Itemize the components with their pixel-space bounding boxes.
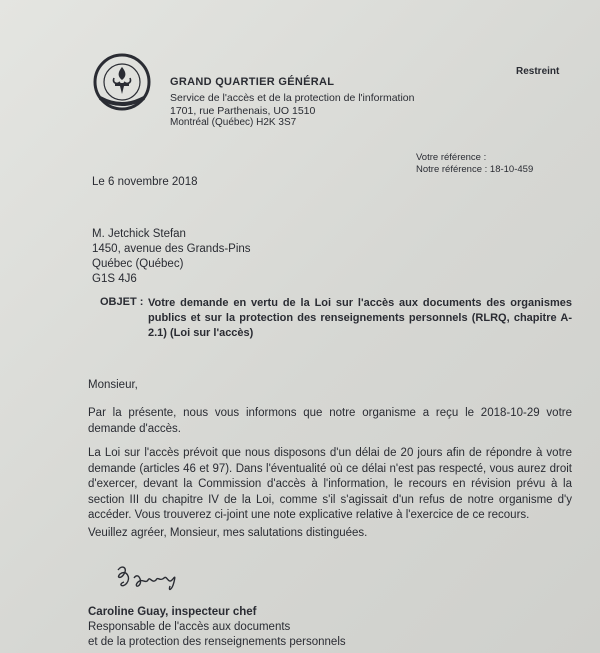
signer-role-line-2: et de la protection des renseignements personnels bbox=[88, 636, 346, 648]
org-city: Montréal (Québec) H2K 3S7 bbox=[170, 117, 297, 128]
body-paragraph-2: La Loi sur l'accès prévoit que nous disposons d'un délai de 20 jours afin de répondre à votre demande (articles 46 et 97). Dans l'éventualité où ce délai n'est pas respecté, vous aurez droit d'exercer, devant la Commission d'accès à l'information, le recours en révision prévu à la section III du chapitre IV de la Loi, comme s'il s'agissait d'un refus de notre organisme d'y accéder. Vous trouverez ci-joint une note explicative relative à l'exercice de ce recours. bbox=[88, 447, 572, 521]
handwritten-signature bbox=[112, 560, 192, 594]
our-reference: Notre référence : 18-10-459 bbox=[416, 164, 534, 175]
recipient-street: 1450, avenue des Grands-Pins bbox=[92, 243, 251, 255]
salutation: Monsieur, bbox=[88, 379, 138, 391]
signer-name: Caroline Guay, inspecteur chef bbox=[88, 606, 257, 618]
service-name: Service de l'accès et de la protection de l'information bbox=[170, 92, 415, 104]
recipient-postal: G1S 4J6 bbox=[92, 273, 137, 285]
letter-date: Le 6 novembre 2018 bbox=[92, 176, 198, 188]
subject-label: OBJET : bbox=[100, 296, 144, 308]
your-reference: Votre référence : bbox=[416, 152, 487, 163]
subject-text: Votre demande en vertu de la Loi sur l'accès aux documents des organismes publics et sur la protection des renseignements personnels (RLRQ, chapitre A-2.1) (Loi sur l'accès) bbox=[148, 297, 572, 339]
classification-label: Restreint bbox=[516, 66, 560, 77]
police-seal-logo bbox=[92, 52, 152, 114]
org-street: 1701, rue Parthenais, UO 1510 bbox=[170, 105, 316, 117]
body-paragraph-1: Par la présente, nous vous informons que notre organisme a reçu le 2018-10-29 votre demande d'accès. bbox=[88, 407, 572, 435]
recipient-name: M. Jetchick Stefan bbox=[92, 228, 186, 240]
recipient-city: Québec (Québec) bbox=[92, 258, 184, 270]
closing-line: Veuillez agréer, Monsieur, mes salutations distinguées. bbox=[88, 527, 368, 539]
signer-role-line-1: Responsable de l'accès aux documents bbox=[88, 621, 291, 633]
organization-name: GRAND QUARTIER GÉNÉRAL bbox=[170, 76, 335, 88]
